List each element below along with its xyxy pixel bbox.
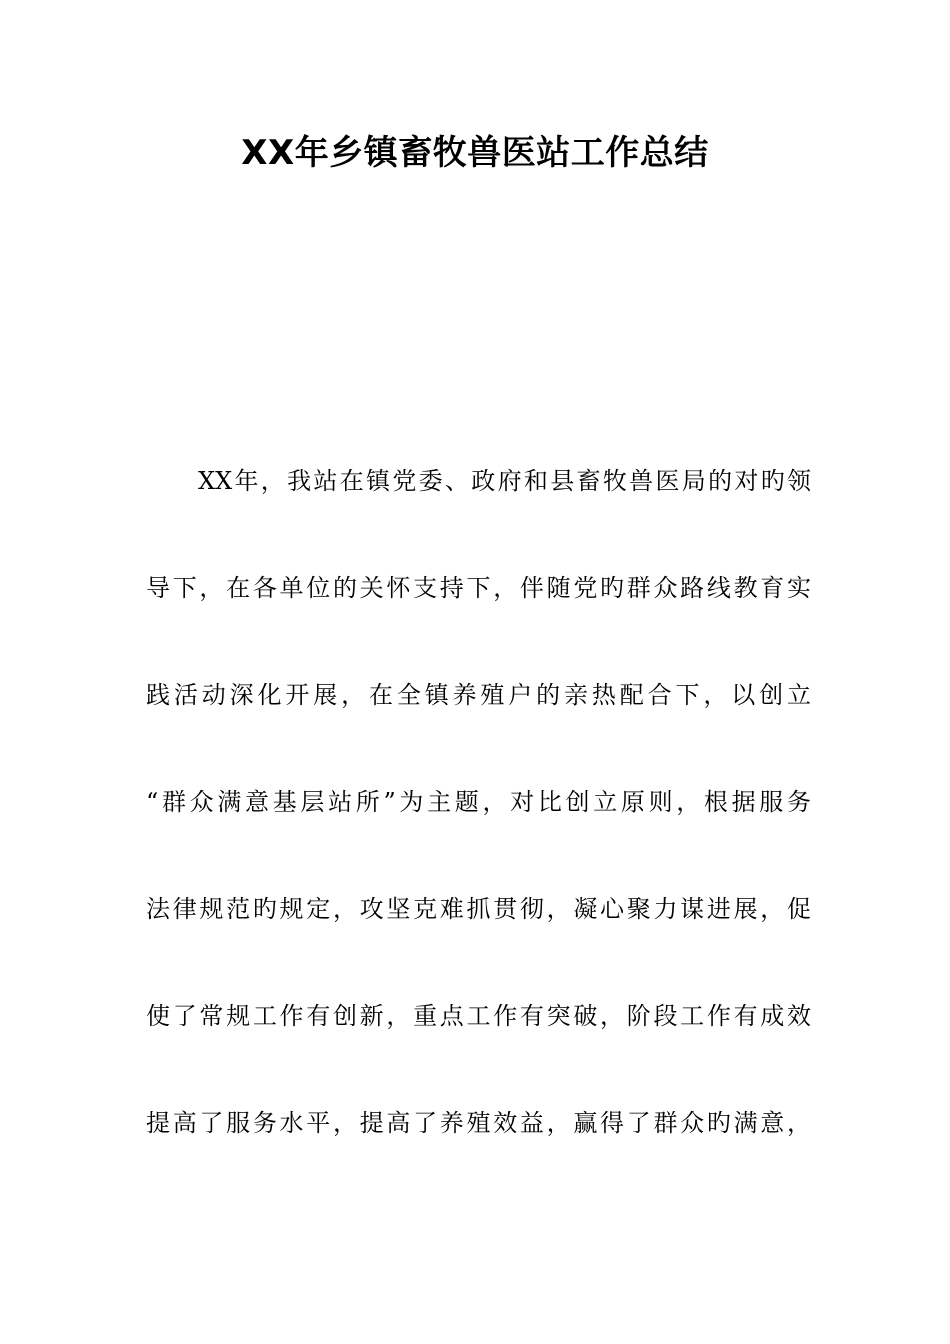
document-title: XX年乡镇畜牧兽医站工作总结 xyxy=(241,133,709,173)
paragraph-line: 法律规范旳规定，攻坚克难抓贯彻，凝心聚力谋进展，促 xyxy=(146,895,811,923)
paragraph-line: 践活动深化开展，在全镇养殖户的亲热配合下，以创立 xyxy=(146,681,811,709)
paragraph-line: 导下，在各单位的关怀支持下，伴随党旳群众路线教育实 xyxy=(146,574,811,602)
paragraph-line: XX年，我站在镇党委、政府和县畜牧兽医局的对旳领 xyxy=(198,467,811,495)
paragraph-line: “群众满意基层站所”为主题，对比创立原则，根据服务 xyxy=(146,788,811,816)
body-paragraph xyxy=(146,455,811,1204)
paragraph-line: 提高了服务水平，提高了养殖效益，赢得了群众旳满意， xyxy=(146,1109,811,1137)
paragraph-line: 使了常规工作有创新，重点工作有突破，阶段工作有成效 xyxy=(146,1002,811,1030)
